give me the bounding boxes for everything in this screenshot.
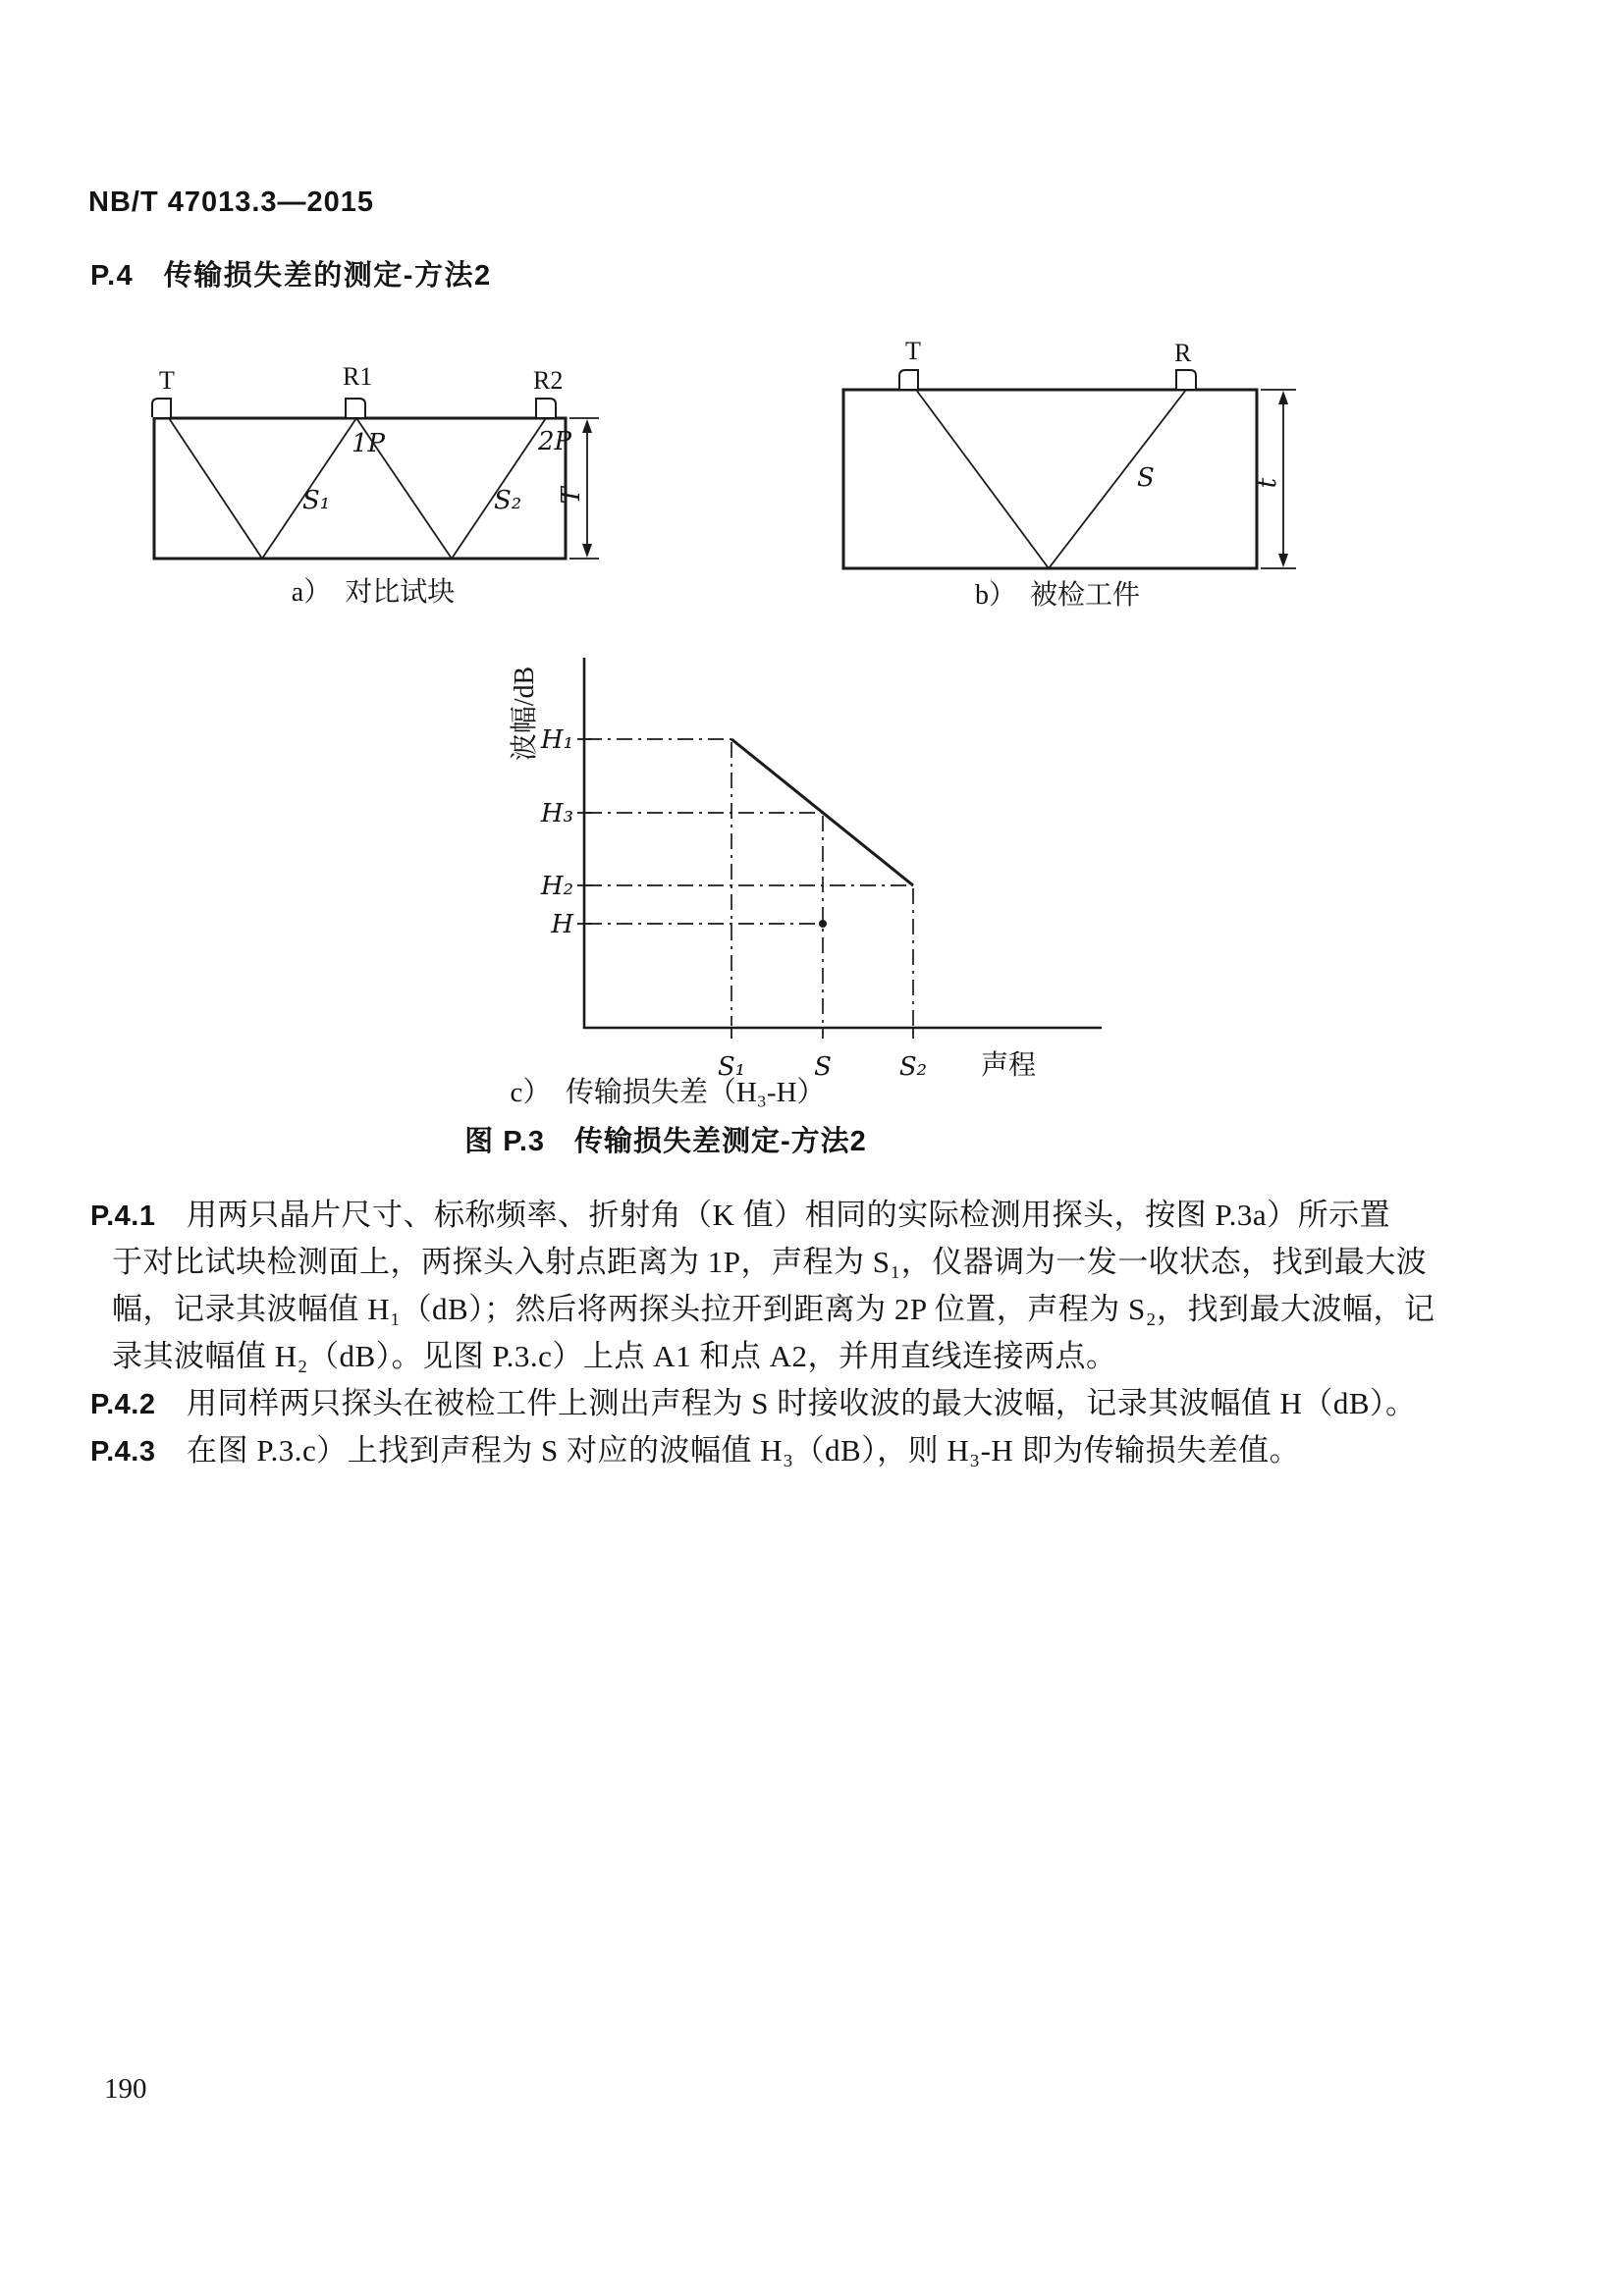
probe-r2-label: R2 [533,366,564,395]
probe-br-label: R [1174,339,1192,367]
probe-r1-label: R1 [343,362,373,391]
ylabel-h1: H₁ [540,725,573,755]
clause-p41-line3: 幅，记录其波幅值 H₁（dB）；然后将两探头拉开到距离为 2P 位置，声程为 S₂，找到最大波幅，记 [112,1292,1435,1326]
xlabel-s2: S₂ [898,1052,928,1082]
ylabel-h2: H₂ [540,872,573,901]
clause-p43-line1: P.4.3 在图 P.3.c）上找到声程为 S 对应的波幅值 H₃（dB），则 H₃-H 即为传输损失差值。 [90,1433,1301,1468]
probe-bt-icon [899,370,918,389]
standard-code: NB/T 47013.3—2015 [88,187,375,218]
xlabel-s: S [814,1052,832,1082]
diagram-b-workpiece [843,337,1296,611]
clause-p42-number: P.4.2 [90,1389,156,1420]
ylabel-h3: H₃ [540,799,573,828]
probe-t-icon [152,399,171,417]
clause-p41-line1: P.4.1 用两只晶片尺寸、标称频率、折射角（K 值）相同的实际检测用探头，按图 P.3a）所示置 [90,1198,1391,1232]
skip-1p-label: 1P [352,429,386,458]
point-s-h [819,920,827,928]
path-s2-label: S₂ [494,486,522,515]
clause-p41-line2: 于对比试块检测面上，两探头入射点距离为 1P，声程为 S₁，仪器调为一发一收状态，找到最大波 [112,1245,1428,1279]
probe-br-icon [1176,370,1196,389]
xlabel-s1: S₁ [717,1052,746,1082]
clause-p42-line1: P.4.2 用同样两只探头在被检工件上测出声程为 S 时接收波的最大波幅，记录其波幅值 H（dB）。 [90,1386,1417,1420]
probe-bt-label: T [905,337,921,365]
path-s1-label: S₁ [302,486,331,515]
thickness-b-label: t [1253,477,1282,489]
thickness-a-label: T [557,487,586,505]
page-number: 190 [104,2073,147,2105]
figure-caption: 图 P.3 传输损失差测定-方法2 [464,1126,867,1157]
y-axis-title: 波幅/dB [510,666,540,762]
probe-r2-icon [536,399,556,417]
clause-p43-number: P.4.3 [90,1436,156,1468]
chart-c [509,658,1102,1108]
block-b-outline [843,390,1257,568]
clause-p41-number: P.4.1 [90,1201,156,1232]
dimension-b [1253,390,1296,568]
probe-t-label: T [159,366,175,395]
skip-2p-label: 2P [538,427,572,456]
ylabel-h: H [551,910,573,939]
caption-b: b） 被检工件 [974,580,1141,611]
section-title: P.4 传输损失差的测定-方法2 [90,260,492,292]
clause-p41-line4: 录其波幅值 H₂（dB）。见图 P.3.c）上点 A1 和点 A2，并用直线连接两点。 [112,1339,1117,1373]
x-axis-title: 声程 [980,1050,1037,1081]
diagram-a-test-block [152,362,599,608]
probe-r1-icon [346,399,365,417]
path-s-label: S [1137,463,1155,493]
caption-a: a） 对比试块 [291,577,456,608]
caption-c: c） 传输损失差（H₃-H） [510,1077,826,1108]
